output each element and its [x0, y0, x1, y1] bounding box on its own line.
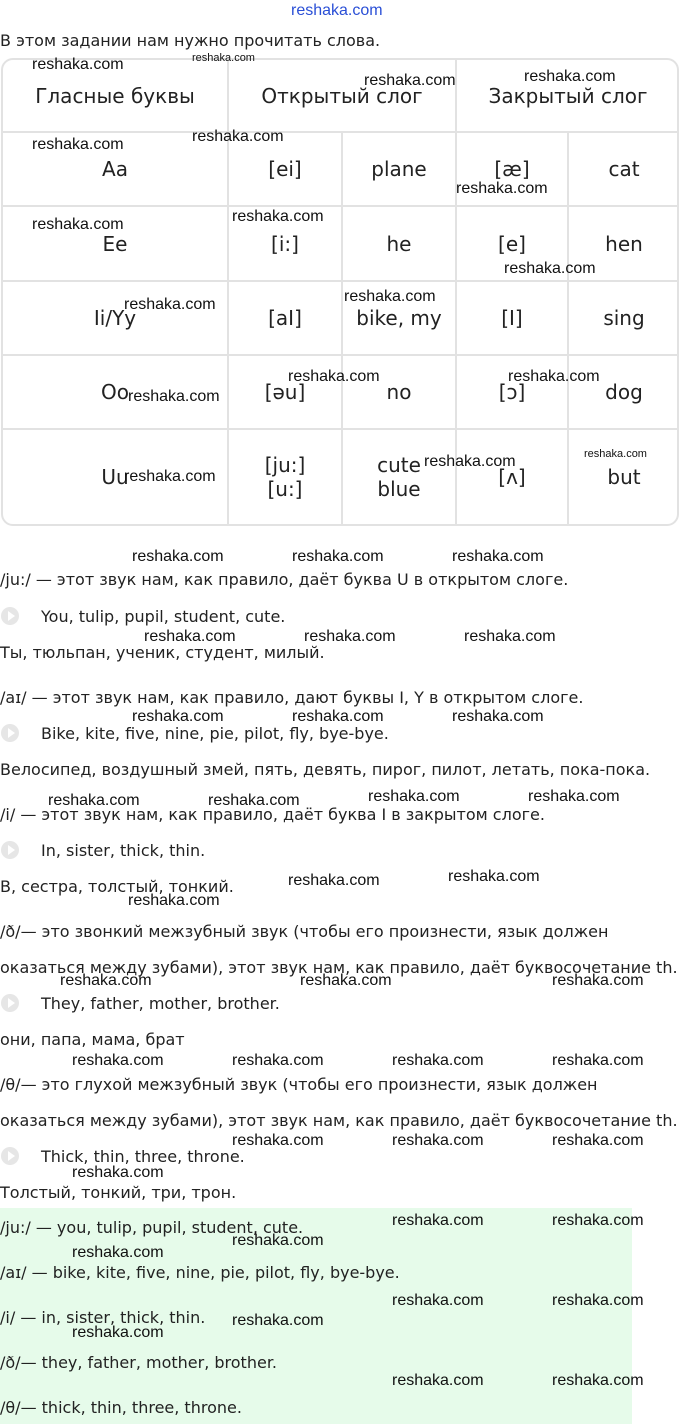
watermark-text: reshaka.com	[392, 1052, 484, 1069]
row-u-open-sound-2: [u:]	[267, 477, 303, 501]
row-u-open-word-1: cute	[377, 453, 421, 477]
watermark-text: reshaka.com	[552, 972, 644, 989]
answer-ju: /ju:/ — you, tulip, pupil, student, cute.	[0, 1218, 304, 1237]
watermark-text: reshaka.com	[524, 68, 616, 85]
watermark-text: reshaka.com	[392, 1372, 484, 1389]
watermark-text: reshaka.com	[232, 1312, 324, 1329]
play-audio-icon[interactable]	[1, 724, 19, 742]
watermark-text: reshaka.com	[232, 208, 324, 225]
header-closed-syllable: Закрытый слог	[457, 60, 679, 133]
watermark-text: reshaka.com	[32, 216, 124, 233]
row-u-closed-word: but	[607, 465, 641, 489]
watermark-text: reshaka.com	[72, 1324, 164, 1341]
watermark-text: reshaka.com	[32, 56, 124, 73]
answer-eth: /ð/— they, father, mother, brother.	[0, 1353, 278, 1372]
watermark-text: reshaka.com	[292, 708, 384, 725]
translation-eth: они, папа, мама, брат	[0, 1030, 185, 1049]
row-o-closed-word: dog	[569, 356, 679, 430]
watermark-text: reshaka.com	[584, 448, 647, 460]
row-e-open-sound: [i:]	[229, 207, 343, 282]
watermark-text: reshaka.com	[192, 52, 255, 64]
watermark-text: reshaka.com	[232, 1232, 324, 1249]
row-a-open-word: plane	[343, 133, 457, 207]
rule-ai: /aɪ/ — этот звук нам, как правило, дают буквы I, Y в открытом слоге.	[0, 688, 584, 707]
row-u-letter: Uu	[3, 430, 229, 524]
watermark-text: reshaka.com	[452, 548, 544, 565]
watermark-text: reshaka.com	[552, 1052, 644, 1069]
row-e-closed-word: hen	[569, 207, 679, 282]
watermark-text: reshaka.com	[364, 72, 456, 89]
example-i: In, sister, thick, thin.	[41, 841, 206, 860]
example-theta: Thick, thin, three, throne.	[41, 1147, 245, 1166]
play-audio-icon[interactable]	[1, 607, 19, 625]
translation-ju: Ты, тюльпан, ученик, студент, милый.	[0, 643, 325, 662]
watermark-text: reshaka.com	[124, 468, 216, 485]
example-ju: You, tulip, pupil, student, cute.	[41, 607, 286, 626]
row-o-closed-sound: [ɔ]	[457, 356, 569, 430]
row-u-open-word-2: blue	[377, 477, 421, 501]
rule-ju: /ju:/ — этот звук нам, как правило, даёт буква U в открытом слоге.	[0, 570, 569, 589]
rule-eth-line-1: /ð/— это звонкий межзубный звук (чтобы его произнести, язык должен	[0, 922, 609, 941]
row-u-open-sound	[229, 430, 343, 524]
row-i-open-word: bike, my	[343, 282, 457, 356]
watermark-text: reshaka.com	[72, 1164, 164, 1181]
example-eth: They, father, mother, brother.	[41, 994, 280, 1013]
header-open-syllable: Открытый слог	[229, 60, 457, 133]
row-i-closed-sound: [I]	[457, 282, 569, 356]
watermark-text: reshaka.com	[300, 972, 392, 989]
answer-i: /i/ — in, sister, thick, thin.	[0, 1308, 206, 1327]
watermark-text: reshaka.com	[32, 136, 124, 153]
row-o-open-sound: [əu]	[229, 356, 343, 430]
watermark-text: reshaka.com	[304, 628, 396, 645]
watermark-text: reshaka.com	[232, 1052, 324, 1069]
play-audio-icon[interactable]	[1, 841, 19, 859]
header-vowels: Гласные буквы	[3, 60, 229, 133]
watermark-text: reshaka.com	[392, 1212, 484, 1229]
watermark-text: reshaka.com	[392, 1132, 484, 1149]
watermark-text: reshaka.com	[464, 628, 556, 645]
translation-i: В, сестра, толстый, тонкий.	[0, 877, 234, 896]
watermark-text: reshaka.com	[552, 1372, 644, 1389]
watermark-text: reshaka.com	[232, 1132, 324, 1149]
answer-theta: /θ/— thick, thin, three, throne.	[0, 1398, 242, 1417]
watermark-text: reshaka.com	[424, 453, 516, 470]
watermark-text: reshaka.com	[456, 180, 548, 197]
watermark-text: reshaka.com	[528, 788, 620, 805]
watermark-text: reshaka.com	[72, 1244, 164, 1261]
watermark-text: reshaka.com	[132, 708, 224, 725]
rule-theta-line-1: /θ/— это глухой межзубный звук (чтобы его произнести, язык должен	[0, 1075, 598, 1094]
play-audio-icon[interactable]	[1, 1147, 19, 1165]
watermark-text: reshaka.com	[552, 1212, 644, 1229]
answer-ai: /aɪ/ — bike, kite, five, nine, pie, pilot, fly, bye-bye.	[0, 1263, 400, 1282]
watermark-text: reshaka.com	[208, 792, 300, 809]
watermark-text: reshaka.com	[448, 868, 540, 885]
watermark-text: reshaka.com	[132, 548, 224, 565]
play-audio-icon[interactable]	[1, 994, 19, 1012]
row-u-open-sound-1: [ju:]	[264, 453, 306, 477]
translation-ai: Велосипед, воздушный змей, пять, девять, пирог, пилот, летать, пока-пока.	[0, 760, 651, 779]
watermark-text: reshaka.com	[60, 972, 152, 989]
watermark-text: reshaka.com	[128, 892, 220, 909]
translation-theta: Толстый, тонкий, три, трон.	[0, 1183, 237, 1202]
watermark-text: reshaka.com	[508, 368, 600, 385]
task-intro: В этом задании нам нужно прочитать слова.	[0, 31, 381, 50]
watermark-text: reshaka.com	[128, 388, 220, 405]
watermark-text: reshaka.com	[292, 548, 384, 565]
example-ai: Bike, kite, five, nine, pie, pilot, fly, bye-bye.	[41, 724, 389, 743]
watermark-text: reshaka.com	[392, 1292, 484, 1309]
row-a-closed-word: cat	[569, 133, 679, 207]
row-e-closed-sound: [e]	[457, 207, 569, 282]
watermark-text: reshaka.com	[552, 1292, 644, 1309]
watermark-text: reshaka.com	[368, 788, 460, 805]
rule-theta-line-2: оказаться между зубами), этот звук нам, как правило, даёт буквосочетание th.	[0, 1111, 678, 1130]
watermark-text: reshaka.com	[344, 288, 436, 305]
watermark-text: reshaka.com	[504, 260, 596, 277]
watermark-text: reshaka.com	[124, 296, 216, 313]
rule-eth-line-2: оказаться между зубами), этот звук нам, как правило, даёт буквосочетание th.	[0, 958, 678, 977]
row-e-open-word: he	[343, 207, 457, 282]
row-e-letter: Ee	[3, 207, 229, 282]
row-a-letter: Aa	[3, 133, 229, 207]
row-u-open-word	[343, 430, 457, 524]
watermark-text: reshaka.com	[452, 708, 544, 725]
watermark-text: reshaka.com	[288, 872, 380, 889]
row-i-letter: Ii/Yy	[3, 282, 229, 356]
row-a-open-sound: [ei]	[229, 133, 343, 207]
site-link[interactable]: reshaka.com	[291, 2, 383, 19]
row-a-closed-sound: [æ]	[457, 133, 569, 207]
row-o-letter: Oo	[3, 356, 229, 430]
watermark-text: reshaka.com	[288, 368, 380, 385]
row-u-closed-sound: [ʌ]	[457, 430, 569, 524]
rule-i: /i/ — этот звук нам, как правило, даёт буква I в закрытом слоге.	[0, 805, 545, 824]
watermark-text: reshaka.com	[72, 1052, 164, 1069]
watermark-text: reshaka.com	[192, 128, 284, 145]
watermark-text: reshaka.com	[552, 1132, 644, 1149]
row-i-closed-word: sing	[569, 282, 679, 356]
watermark-text: reshaka.com	[144, 628, 236, 645]
vowel-table	[1, 58, 679, 526]
watermark-text: reshaka.com	[48, 792, 140, 809]
row-o-open-word: no	[343, 356, 457, 430]
row-i-open-sound: [aI]	[229, 282, 343, 356]
